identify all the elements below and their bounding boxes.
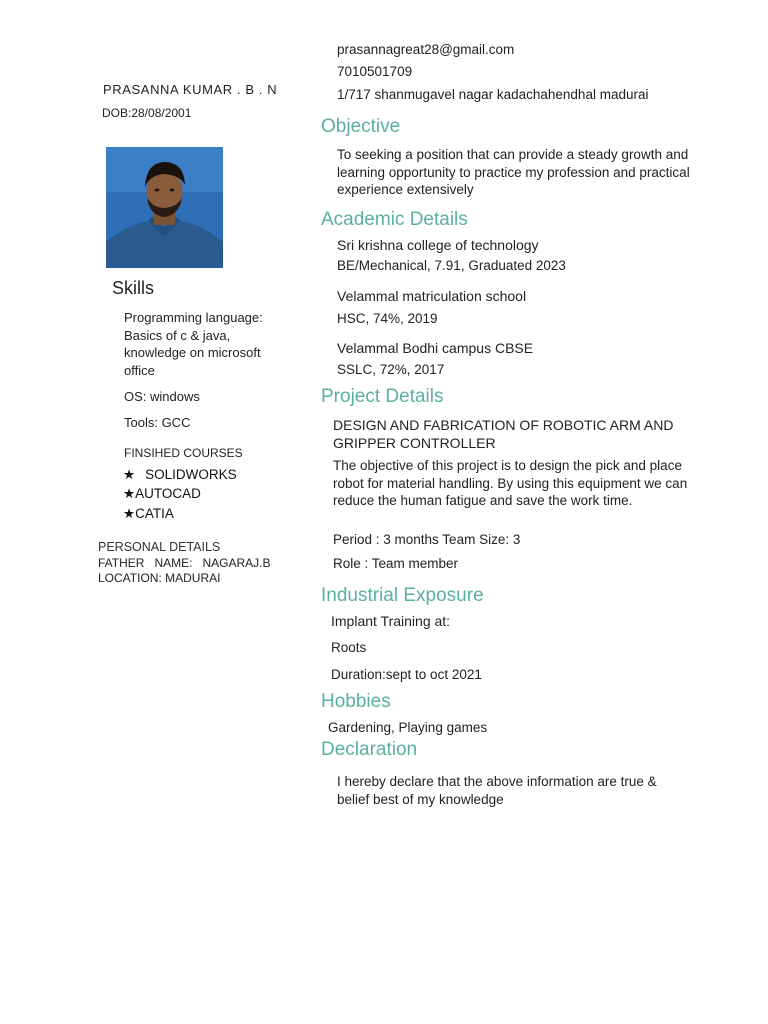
programming-skill: Programming language: Basics of c & java, knowledge on microsoft office (124, 310, 263, 378)
academic-detail: HSC, 74%, 2019 (337, 311, 438, 326)
profile-photo-image (106, 147, 223, 268)
course-label: SOLIDWORKS (145, 467, 237, 482)
objective-text: To seeking a position that can provide a steady growth and learning opportunity to practice my profession and practical experience extensively (337, 147, 690, 197)
academic-institution: Sri krishna college of technology (337, 237, 539, 253)
industrial-heading: Industrial Exposure (321, 585, 484, 606)
date-of-birth: DOB:28/08/2001 (102, 106, 192, 120)
address: 1/717 shanmugavel nagar kadachahendhal madurai (337, 87, 649, 102)
course-item (123, 467, 237, 483)
academic-detail: BE/Mechanical, 7.91, Graduated 2023 (337, 258, 566, 273)
course-label: CATIA (135, 506, 174, 521)
academic-institution: Velammal Bodhi campus CBSE (337, 340, 534, 356)
hobbies-text: Gardening, Playing games (328, 720, 488, 735)
declaration-heading: Declaration (321, 739, 418, 760)
project-period: Period : 3 months Team Size: 3 (333, 532, 521, 547)
hobbies-heading: Hobbies (321, 691, 391, 712)
project-role: Role : Team member (333, 556, 459, 571)
personal-details-heading: PERSONAL DETAILS (98, 540, 221, 554)
course-label: AUTOCAD (135, 486, 201, 501)
profile-photo (106, 147, 223, 268)
course-item (123, 506, 174, 522)
email: prasannagreat28@gmail.com (337, 42, 515, 57)
course-item (123, 486, 201, 502)
academic-institution: Velammal matriculation school (337, 288, 527, 304)
star-icon: ★ (123, 506, 136, 521)
academic-detail: SSLC, 72%, 2017 (337, 362, 445, 377)
candidate-name: PRASANNA KUMAR . B . N (103, 82, 278, 97)
skills-heading: Skills (112, 278, 155, 298)
star-icon: ★ (123, 486, 136, 501)
project-title: DESIGN AND FABRICATION OF ROBOTIC ARM AND GRIPPER CONTROLLER (333, 417, 674, 451)
star-icon: ★ (123, 467, 136, 482)
father-name: FATHER NAME: NAGARAJ.B (98, 556, 271, 570)
phone: 7010501709 (337, 64, 413, 79)
os-skill: OS: windows (124, 389, 200, 404)
training-company: Roots (331, 640, 367, 655)
training-duration: Duration:sept to oct 2021 (331, 667, 482, 682)
courses-heading: FINSIHED COURSES (124, 446, 243, 460)
academic-heading: Academic Details (321, 209, 468, 230)
project-description: The objective of this project is to design the pick and place robot for material handling. By using this equipment we can reduce the human fatigue and save the work time. (333, 458, 688, 508)
project-heading: Project Details (321, 386, 444, 407)
tools-skill: Tools: GCC (124, 415, 191, 430)
location: LOCATION: MADURAI (98, 571, 221, 585)
declaration-text: I hereby declare that the above information are true & belief best of my knowledge (337, 774, 657, 807)
training-label: Implant Training at: (331, 613, 451, 629)
objective-heading: Objective (321, 116, 401, 137)
